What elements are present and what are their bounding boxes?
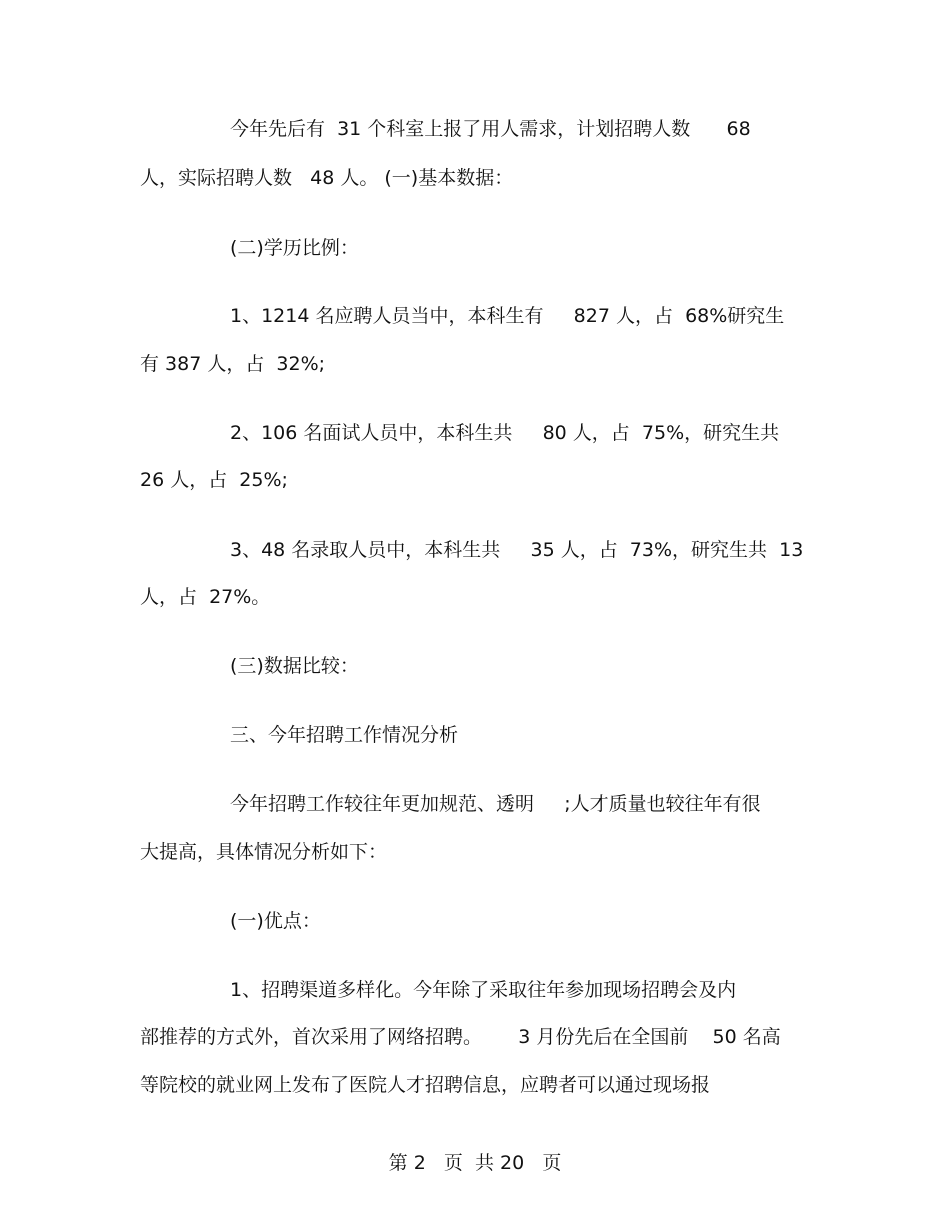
heading-education-ratio: (二)学历比例： <box>230 237 359 259</box>
item-interviewees-line-1: 2、106 名面试人员中，本科生共 80 人，占 75%，研究生共 <box>230 422 780 444</box>
item-hired-line-2: 人，占 27%。 <box>140 586 271 608</box>
paragraph-analysis-line-1: 今年招聘工作较往年更加规范、透明 ;人才质量也较往年有很 <box>230 793 761 815</box>
advantage-1-line-3: 等院校的就业网上发布了医院人才招聘信息，应聘者可以通过现场报 <box>140 1074 711 1096</box>
item-applicants-line-1: 1、1214 名应聘人员当中，本科生有 827 人，占 68%研究生 <box>230 305 785 327</box>
advantage-1-line-2: 部推荐的方式外，首次采用了网络招聘。 3 月份先后在全国前 50 名高 <box>140 1026 781 1048</box>
paragraph-recruitment-demand-line-1: 今年先后有 31 个科室上报了用人需求，计划招聘人数 68 <box>230 118 751 140</box>
page-footer: 第 2 页 共 20 页 <box>388 1152 562 1174</box>
advantage-1-line-1: 1、招聘渠道多样化。今年除了采取往年参加现场招聘会及内 <box>230 979 737 1001</box>
item-hired-line-1: 3、48 名录取人员中，本科生共 35 人，占 73%，研究生共 13 <box>230 539 804 561</box>
paragraph-recruitment-demand-line-2: 人，实际招聘人数 48 人。 (一)基本数据： <box>140 167 514 189</box>
item-interviewees-line-2: 26 人，占 25%; <box>140 469 288 491</box>
item-applicants-line-2: 有 387 人，占 32%; <box>140 353 326 375</box>
heading-advantages: (一)优点： <box>230 910 321 932</box>
paragraph-analysis-line-2: 大提高，具体情况分析如下： <box>140 841 388 863</box>
section-3-title: 三、今年招聘工作情况分析 <box>230 724 459 746</box>
heading-data-comparison: (三)数据比较： <box>230 655 359 677</box>
